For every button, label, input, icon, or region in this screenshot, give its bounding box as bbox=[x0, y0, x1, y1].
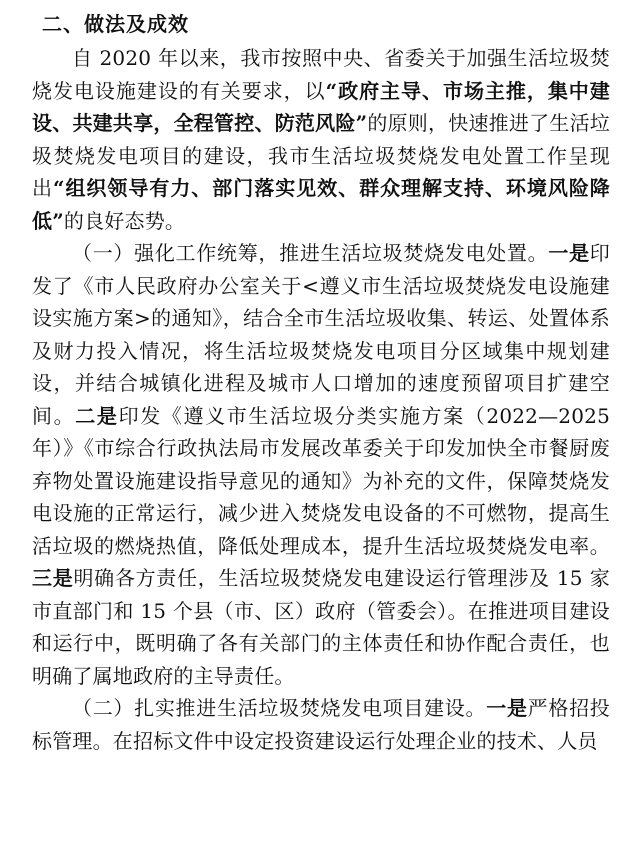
intro-bold-principle: “政府主导、市场主推，集中建设、共建共享，全程管控、防范风险” bbox=[32, 78, 610, 135]
section2-point1-text: 严格招投标管理。在招标文件中设定投资建设运行处理企业的技术、人员 bbox=[32, 696, 611, 753]
intro-bold-situation: “组织领导有力、部门落实见效、群众理解支持、环境风险降低” bbox=[32, 176, 611, 233]
intro-paragraph bbox=[32, 42, 610, 237]
section2-title: （二）扎实推进生活垃圾焚烧发电项目建设。 bbox=[72, 696, 487, 720]
section1-point3-label: 三是 bbox=[32, 566, 74, 590]
section2-paragraph bbox=[32, 692, 610, 757]
section1-point3-text: 明确各方责任，生活垃圾焚烧发电建设运行管理涉及 15 家市直部门和 15 个县（市、区）政府（管委会）。在推进项目建设和运行中，既明确了各有关部门的主体责任和协作配合责任，也明确了属地政府的主导责任。 bbox=[32, 566, 611, 688]
section1-point2-text: 印发《遵义市生活垃圾分类实施方案（2022—2025 年）》《市综合行政执法局市发展改革委关于印发加快全市餐厨废弃物处置设施建设指导意见的通知》为补充的文件，保障焚烧发电设施的正常运行，减少进入焚烧发电设备的不可燃物，提高生活垃圾的燃烧热值，降低处理成本，提升生活垃圾焚烧发电率。 bbox=[32, 403, 610, 558]
section2-point1-label: 一是 bbox=[486, 696, 528, 720]
intro-text-2: 的原则，快速推进了生活垃圾焚烧发电项目的建设，我市生活垃圾焚烧发电处置工作呈现出 bbox=[32, 111, 610, 200]
section-heading: 二、做法及成效 bbox=[42, 12, 189, 36]
intro-text-3: 的良好态势。 bbox=[63, 208, 186, 233]
section1-point1-label: 一是 bbox=[548, 241, 590, 265]
section1-point2-label: 二是 bbox=[75, 403, 119, 428]
section1-title: （一）强化工作统筹，推进生活垃圾焚烧发电处置。 bbox=[72, 241, 549, 265]
intro-text-1: 自 2020 年以来，我市按照中央、省委关于加强生活垃圾焚烧发电设施建设的有关要求，以 bbox=[32, 46, 610, 103]
section1-point1-text: 印发了《市人民政府办公室关于<遵义市生活垃圾焚烧发电设施建设实施方案>的通知》，结合全市生活垃圾收集、转运、处置体系及财力投入情况，将生活垃圾焚烧发电项目分区域集中规划建设，并结合城镇化进程及城市人口增加的速度预留项目扩建空间。 bbox=[32, 241, 610, 428]
section1-paragraph bbox=[32, 237, 610, 692]
